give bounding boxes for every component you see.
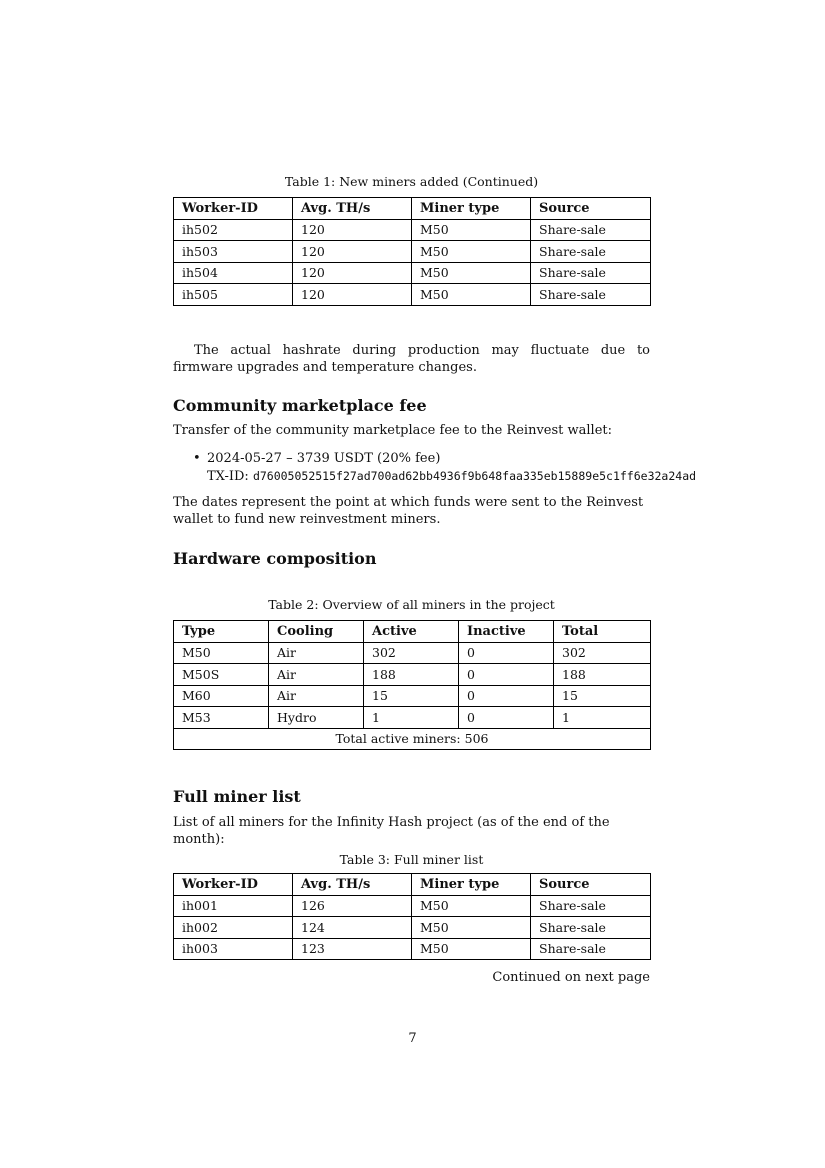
hashrate-note: The actual hashrate during production may fluctuate due to firmware upgrades and temperature changes. bbox=[173, 343, 650, 375]
column-header: Avg. TH/s bbox=[293, 874, 412, 896]
transfer-txid-line bbox=[207, 468, 733, 486]
table-cell: Share-sale bbox=[531, 917, 651, 939]
column-header: Active bbox=[364, 621, 459, 643]
bullet-icon: • bbox=[193, 451, 201, 466]
table-cell: 188 bbox=[364, 664, 459, 686]
table-row bbox=[174, 917, 651, 939]
table-row bbox=[174, 664, 651, 686]
table-cell: ih002 bbox=[174, 917, 293, 939]
table-cell: Share-sale bbox=[531, 219, 651, 241]
column-header: Inactive bbox=[459, 621, 554, 643]
table-row bbox=[174, 219, 651, 241]
table-cell: ih003 bbox=[174, 938, 293, 960]
table-cell: Air bbox=[269, 642, 364, 664]
table3-full-miner-list bbox=[173, 873, 651, 960]
table-cell: 15 bbox=[364, 685, 459, 707]
section-heading-marketplace-fee: Community marketplace fee bbox=[173, 396, 427, 415]
marketplace-fee-outro: The dates represent the point at which funds were sent to the Reinvest wallet to fund new reinvestment miners. bbox=[173, 495, 644, 527]
table-row bbox=[174, 241, 651, 263]
table-cell: 1 bbox=[364, 707, 459, 729]
marketplace-fee-intro: Transfer of the community marketplace fee to the Reinvest wallet: bbox=[173, 423, 613, 438]
table1-caption: Table 1: New miners added (Continued) bbox=[284, 174, 539, 189]
table-row bbox=[174, 262, 651, 284]
table1-new-miners bbox=[173, 197, 651, 306]
table-cell: Share-sale bbox=[531, 938, 651, 960]
table-cell: M50 bbox=[412, 241, 531, 263]
table-cell: 0 bbox=[459, 685, 554, 707]
continued-notice: Continued on next page bbox=[492, 970, 650, 985]
table-cell: ih502 bbox=[174, 219, 293, 241]
section-heading-hardware: Hardware composition bbox=[173, 549, 377, 568]
full-list-intro: List of all miners for the Infinity Hash project (as of the end of the month): bbox=[173, 815, 610, 847]
table-cell: Air bbox=[269, 685, 364, 707]
table-row bbox=[174, 642, 651, 664]
table-cell: Share-sale bbox=[531, 241, 651, 263]
table-cell: M53 bbox=[174, 707, 269, 729]
total-active-miners: Total active miners: 506 bbox=[174, 728, 651, 750]
table-header-row bbox=[174, 198, 651, 220]
column-header: Source bbox=[531, 198, 651, 220]
fee-transfer-list bbox=[173, 451, 733, 485]
table-cell: 0 bbox=[459, 664, 554, 686]
table-cell: 120 bbox=[293, 284, 412, 306]
table-cell: 120 bbox=[293, 262, 412, 284]
table-row bbox=[174, 284, 651, 306]
table2-caption: Table 2: Overview of all miners in the project bbox=[268, 597, 555, 612]
table-header-row bbox=[174, 874, 651, 896]
table-header-row bbox=[174, 621, 651, 643]
table-cell: M50S bbox=[174, 664, 269, 686]
table-row bbox=[174, 895, 651, 917]
table-cell: ih504 bbox=[174, 262, 293, 284]
table-cell: Hydro bbox=[269, 707, 364, 729]
table-cell: 126 bbox=[293, 895, 412, 917]
table-cell: M50 bbox=[412, 219, 531, 241]
table-cell: ih503 bbox=[174, 241, 293, 263]
table-row bbox=[174, 685, 651, 707]
table-row bbox=[174, 938, 651, 960]
table-cell: M50 bbox=[412, 284, 531, 306]
table-cell: 188 bbox=[554, 664, 651, 686]
column-header: Miner type bbox=[412, 198, 531, 220]
table-cell: Air bbox=[269, 664, 364, 686]
column-header: Total bbox=[554, 621, 651, 643]
table-cell: 15 bbox=[554, 685, 651, 707]
table-cell: 0 bbox=[459, 707, 554, 729]
table-row bbox=[174, 707, 651, 729]
table-cell: Share-sale bbox=[531, 284, 651, 306]
page-number: 7 bbox=[408, 1031, 417, 1046]
table-cell: 120 bbox=[293, 219, 412, 241]
table-cell: Share-sale bbox=[531, 895, 651, 917]
column-header: Miner type bbox=[412, 874, 531, 896]
txid-hash: d76005052515f27ad700ad62bb4936f9b648faa335eb15889e5c1ff6e32a24ad bbox=[252, 468, 697, 483]
column-header: Worker-ID bbox=[174, 198, 293, 220]
table-cell: M60 bbox=[174, 685, 269, 707]
table-cell: M50 bbox=[412, 262, 531, 284]
table-cell: 123 bbox=[293, 938, 412, 960]
table-cell: M50 bbox=[412, 938, 531, 960]
column-header: Source bbox=[531, 874, 651, 896]
transfer-summary: 2024-05-27 – 3739 USDT (20% fee) bbox=[207, 451, 441, 466]
table-cell: 1 bbox=[554, 707, 651, 729]
txid-label: TX-ID: bbox=[207, 468, 253, 484]
table-cell: M50 bbox=[412, 917, 531, 939]
column-header: Type bbox=[174, 621, 269, 643]
table-cell: Share-sale bbox=[531, 262, 651, 284]
column-header: Worker-ID bbox=[174, 874, 293, 896]
column-header: Cooling bbox=[269, 621, 364, 643]
table2-miner-overview bbox=[173, 620, 651, 750]
section-heading-full-list: Full miner list bbox=[173, 787, 301, 806]
table-cell: 120 bbox=[293, 241, 412, 263]
table-cell: M50 bbox=[412, 895, 531, 917]
table-footer-row bbox=[174, 728, 651, 750]
table-cell: 0 bbox=[459, 642, 554, 664]
list-item bbox=[173, 451, 733, 485]
table-cell: 302 bbox=[554, 642, 651, 664]
table-cell: M50 bbox=[174, 642, 269, 664]
table-cell: ih505 bbox=[174, 284, 293, 306]
table3-caption: Table 3: Full miner list bbox=[339, 852, 484, 867]
table-cell: 124 bbox=[293, 917, 412, 939]
column-header: Avg. TH/s bbox=[293, 198, 412, 220]
table-cell: ih001 bbox=[174, 895, 293, 917]
table-cell: 302 bbox=[364, 642, 459, 664]
